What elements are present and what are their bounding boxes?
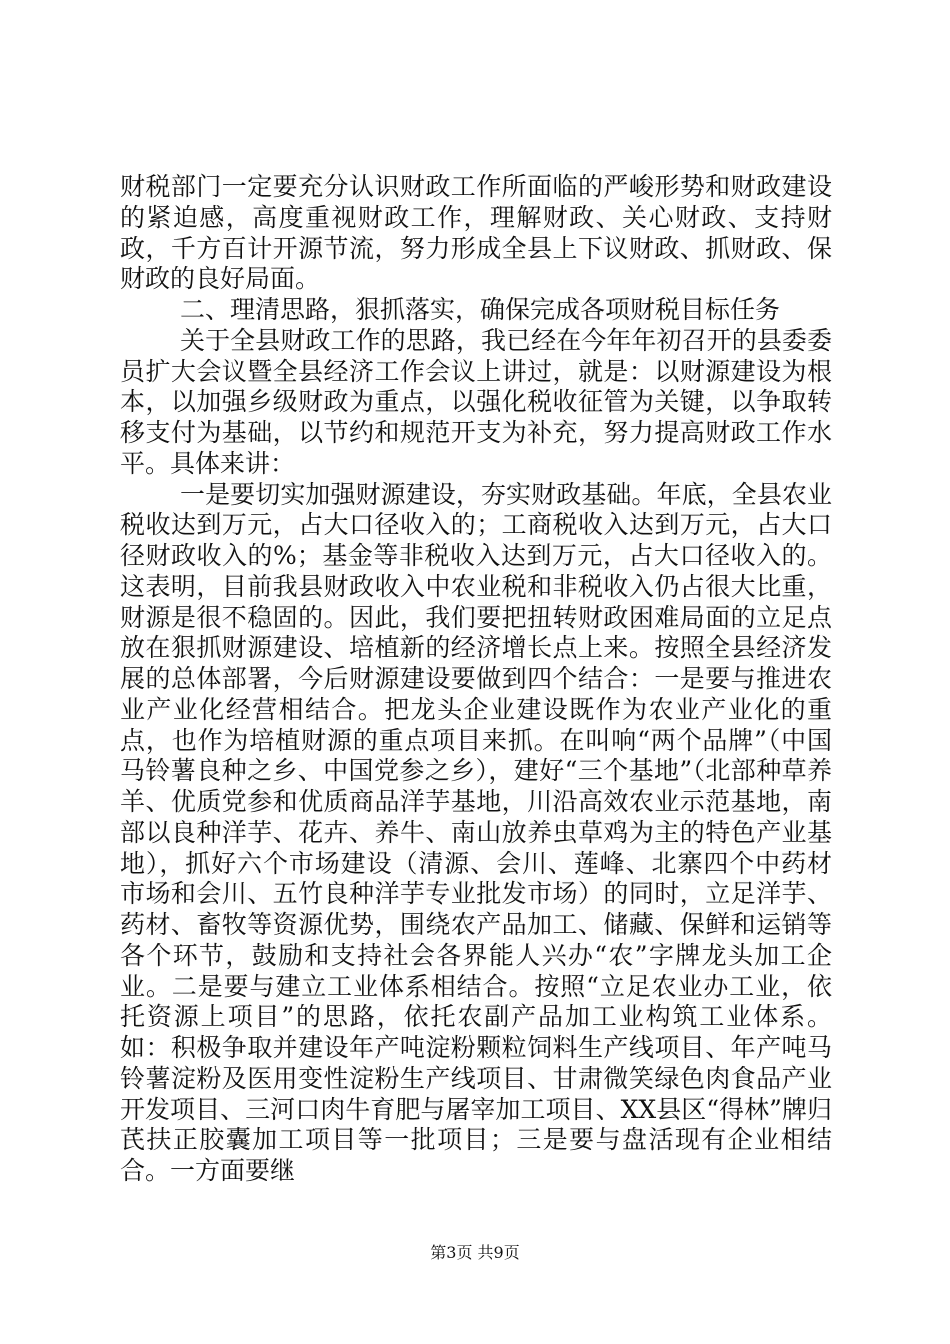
page-number-footer: 第3页 共9页 — [430, 1243, 520, 1262]
section-heading: 二、理清思路，狠抓落实，确保完成各项财税目标任务 — [180, 295, 781, 324]
paragraph-4: 一是要切实加强财源建设，夯实财政基础。年底，全县农业税收达到万元，占大口径收入的；工商税收入达到万元，占大口径财政收入的%；基金等非税收入达到万元，占大口径收入的。这表明，目前我县财政收入中农业税和非税收入仍占很大比重，财源是很不稳固的。因此，我们要把扭转财政困难局面的立足点放在狠抓财源建设、培植新的经济增长点上来。按照全县经济发展的总体部署，今后财源建设要做到四个结合：一是要与推进农业产业化经营相结合。把龙头企业建设既作为农业产业化的重点，也作为培植财源的重点项目来抓。在叫响“两个品牌”（中国马铃薯良种之乡、中国党参之乡），建好“三个基地”（北部种草养羊、优质党参和优质商品洋芋基地，川沿高效农业示范基地，南部以良种洋芋、花卉、养牛、南山放养虫草鸡为主的特色产业基地），抓好六个市场建设（清源、会川、莲峰、北寨四个中药材市场和会川、五竹良种洋芋专业批发市场）的同时，立足洋芋、药材、畜牧等资源优势，围绕农产品加工、储藏、保鲜和运销等各个环节，鼓励和支持社会各界能人兴办“农”字牌龙头加工企业。二是要与建立工业体系相结合。按照“立足农业办工业，依托资源上项目”的思路，依托农副产品加工业构筑工业体系。如：积极争取并建设年产吨淀粉颗粒饲料生产线项目、年产吨马铃薯淀粉及医用变性淀粉生产线项目、甘肃微笑绿色肉食品产业开发项目、三河口肉牛育肥与屠宰加工项目、XX县区“得林”牌归芪扶正胶囊加工项目等一批项目；三是要与盘活现有企业相结合。一方面要继 — [120, 479, 832, 1185]
document-body — [120, 172, 832, 1187]
paragraph-3: 关于全县财政工作的思路，我已经在今年年初召开的县委委员扩大会议暨全县经济工作会议上讲过，就是：以财源建设为根本，以加强乡级财政为重点，以强化税收征管为关键，以争取转移支付为基础，以节约和规范开支为补充，努力提高财政工作水平。具体来讲： — [120, 325, 832, 478]
paragraph-1: 财税部门一定要充分认识财政工作所面临的严峻形势和财政建设的紧迫感，高度重视财政工作，理解财政、关心财政、支持财政，千方百计开源节流，努力形成全县上下议财政、抓财政、保财政的良好局面。 — [120, 172, 832, 294]
